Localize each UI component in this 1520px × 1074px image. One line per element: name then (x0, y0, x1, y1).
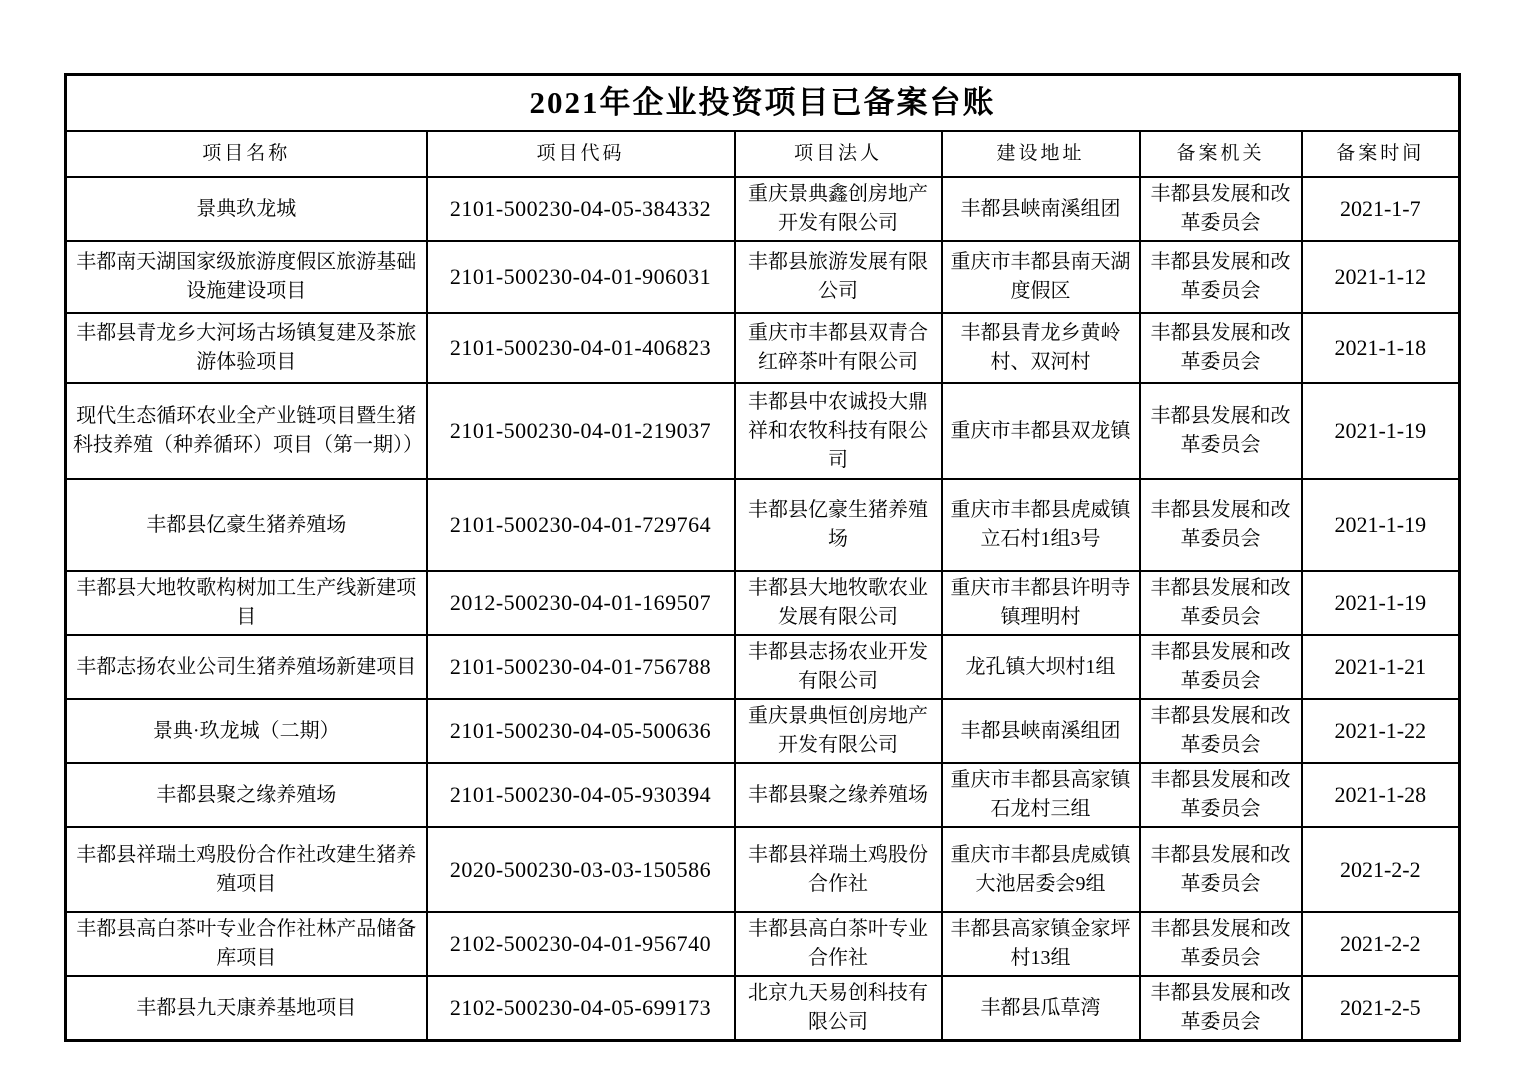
table-row (66, 912, 1460, 976)
cell-project-code: 2102-500230-04-05-699173 (427, 976, 735, 1041)
cell-address: 重庆市丰都县高家镇石龙村三组 (942, 763, 1140, 827)
column-header-date: 备案时间 (1302, 131, 1460, 177)
cell-authority: 丰都县发展和改革委员会 (1140, 827, 1302, 912)
cell-date: 2021-2-5 (1302, 976, 1460, 1041)
cell-authority: 丰都县发展和改革委员会 (1140, 763, 1302, 827)
table-row (66, 763, 1460, 827)
cell-address: 丰都县高家镇金家坪村13组 (942, 912, 1140, 976)
column-header-address: 建设地址 (942, 131, 1140, 177)
cell-project-code: 2101-500230-04-01-756788 (427, 635, 735, 699)
cell-project-code: 2012-500230-04-01-169507 (427, 571, 735, 635)
table-row (66, 571, 1460, 635)
cell-project-name: 丰都县高白茶叶专业合作社林产品储备库项目 (66, 912, 427, 976)
cell-date: 2021-2-2 (1302, 912, 1460, 976)
cell-project-code: 2101-500230-04-01-906031 (427, 241, 735, 313)
cell-legal-person: 北京九天易创科技有限公司 (735, 976, 942, 1041)
table-row (66, 635, 1460, 699)
cell-legal-person: 丰都县祥瑞土鸡股份合作社 (735, 827, 942, 912)
cell-address: 重庆市丰都县许明寺镇理明村 (942, 571, 1140, 635)
table-row (66, 976, 1460, 1041)
cell-date: 2021-1-21 (1302, 635, 1460, 699)
cell-date: 2021-1-18 (1302, 313, 1460, 383)
cell-date: 2021-1-7 (1302, 177, 1460, 241)
cell-project-name: 丰都县亿豪生猪养殖场 (66, 479, 427, 571)
cell-authority: 丰都县发展和改革委员会 (1140, 479, 1302, 571)
title-row (66, 75, 1460, 132)
cell-date: 2021-1-19 (1302, 479, 1460, 571)
cell-legal-person: 丰都县聚之缘养殖场 (735, 763, 942, 827)
cell-project-name: 丰都志扬农业公司生猪养殖场新建项目 (66, 635, 427, 699)
column-header-legal-person: 项目法人 (735, 131, 942, 177)
cell-address: 重庆市丰都县南天湖度假区 (942, 241, 1140, 313)
cell-project-code: 2102-500230-04-01-956740 (427, 912, 735, 976)
cell-address: 重庆市丰都县双龙镇 (942, 383, 1140, 479)
table-row (66, 699, 1460, 763)
table-row (66, 827, 1460, 912)
cell-date: 2021-1-28 (1302, 763, 1460, 827)
cell-authority: 丰都县发展和改革委员会 (1140, 571, 1302, 635)
cell-authority: 丰都县发展和改革委员会 (1140, 976, 1302, 1041)
table-row (66, 383, 1460, 479)
page-title: 2021年企业投资项目已备案台账 (66, 75, 1460, 132)
table-row (66, 177, 1460, 241)
cell-address: 龙孔镇大坝村1组 (942, 635, 1140, 699)
cell-authority: 丰都县发展和改革委员会 (1140, 699, 1302, 763)
cell-date: 2021-1-12 (1302, 241, 1460, 313)
cell-authority: 丰都县发展和改革委员会 (1140, 912, 1302, 976)
cell-address: 丰都县峡南溪组团 (942, 177, 1140, 241)
cell-authority: 丰都县发展和改革委员会 (1140, 313, 1302, 383)
cell-address: 丰都县瓜草湾 (942, 976, 1140, 1041)
cell-project-name: 丰都县青龙乡大河场古场镇复建及茶旅游体验项目 (66, 313, 427, 383)
cell-authority: 丰都县发展和改革委员会 (1140, 635, 1302, 699)
cell-authority: 丰都县发展和改革委员会 (1140, 177, 1302, 241)
header-row (66, 131, 1460, 177)
cell-project-name: 现代生态循环农业全产业链项目暨生猪科技养殖（种养循环）项目（第一期）） (66, 383, 427, 479)
cell-date: 2021-1-19 (1302, 571, 1460, 635)
cell-address: 重庆市丰都县虎威镇立石村1组3号 (942, 479, 1140, 571)
cell-project-code: 2101-500230-04-01-406823 (427, 313, 735, 383)
cell-legal-person: 重庆景典恒创房地产开发有限公司 (735, 699, 942, 763)
cell-authority: 丰都县发展和改革委员会 (1140, 241, 1302, 313)
cell-project-name: 丰都县大地牧歌构树加工生产线新建项目 (66, 571, 427, 635)
cell-legal-person: 重庆市丰都县双青合红碎茶叶有限公司 (735, 313, 942, 383)
cell-project-name: 景典·玖龙城（二期） (66, 699, 427, 763)
cell-project-name: 丰都南天湖国家级旅游度假区旅游基础设施建设项目 (66, 241, 427, 313)
cell-address: 丰都县峡南溪组团 (942, 699, 1140, 763)
cell-project-code: 2101-500230-04-05-930394 (427, 763, 735, 827)
cell-legal-person: 丰都县亿豪生猪养殖场 (735, 479, 942, 571)
column-header-project-name: 项目名称 (66, 131, 427, 177)
cell-authority: 丰都县发展和改革委员会 (1140, 383, 1302, 479)
column-header-authority: 备案机关 (1140, 131, 1302, 177)
column-header-project-code: 项目代码 (427, 131, 735, 177)
cell-legal-person: 丰都县中农诚投大鼎祥和农牧科技有限公司 (735, 383, 942, 479)
cell-project-code: 2101-500230-04-05-500636 (427, 699, 735, 763)
cell-date: 2021-1-22 (1302, 699, 1460, 763)
table-row (66, 479, 1460, 571)
cell-legal-person: 重庆景典鑫创房地产开发有限公司 (735, 177, 942, 241)
cell-address: 重庆市丰都县虎威镇大池居委会9组 (942, 827, 1140, 912)
cell-project-name: 丰都县祥瑞土鸡股份合作社改建生猪养殖项目 (66, 827, 427, 912)
table-row (66, 313, 1460, 383)
cell-project-code: 2101-500230-04-05-384332 (427, 177, 735, 241)
cell-legal-person: 丰都县高白茶叶专业合作社 (735, 912, 942, 976)
cell-project-code: 2101-500230-04-01-219037 (427, 383, 735, 479)
cell-project-code: 2101-500230-04-01-729764 (427, 479, 735, 571)
cell-date: 2021-1-19 (1302, 383, 1460, 479)
cell-project-name: 丰都县聚之缘养殖场 (66, 763, 427, 827)
cell-legal-person: 丰都县大地牧歌农业发展有限公司 (735, 571, 942, 635)
cell-project-name: 丰都县九天康养基地项目 (66, 976, 427, 1041)
ledger-table (64, 73, 1461, 1042)
cell-address: 丰都县青龙乡黄岭村、双河村 (942, 313, 1140, 383)
cell-legal-person: 丰都县志扬农业开发有限公司 (735, 635, 942, 699)
cell-date: 2021-2-2 (1302, 827, 1460, 912)
cell-project-name: 景典玖龙城 (66, 177, 427, 241)
cell-legal-person: 丰都县旅游发展有限公司 (735, 241, 942, 313)
cell-project-code: 2020-500230-03-03-150586 (427, 827, 735, 912)
table-row (66, 241, 1460, 313)
